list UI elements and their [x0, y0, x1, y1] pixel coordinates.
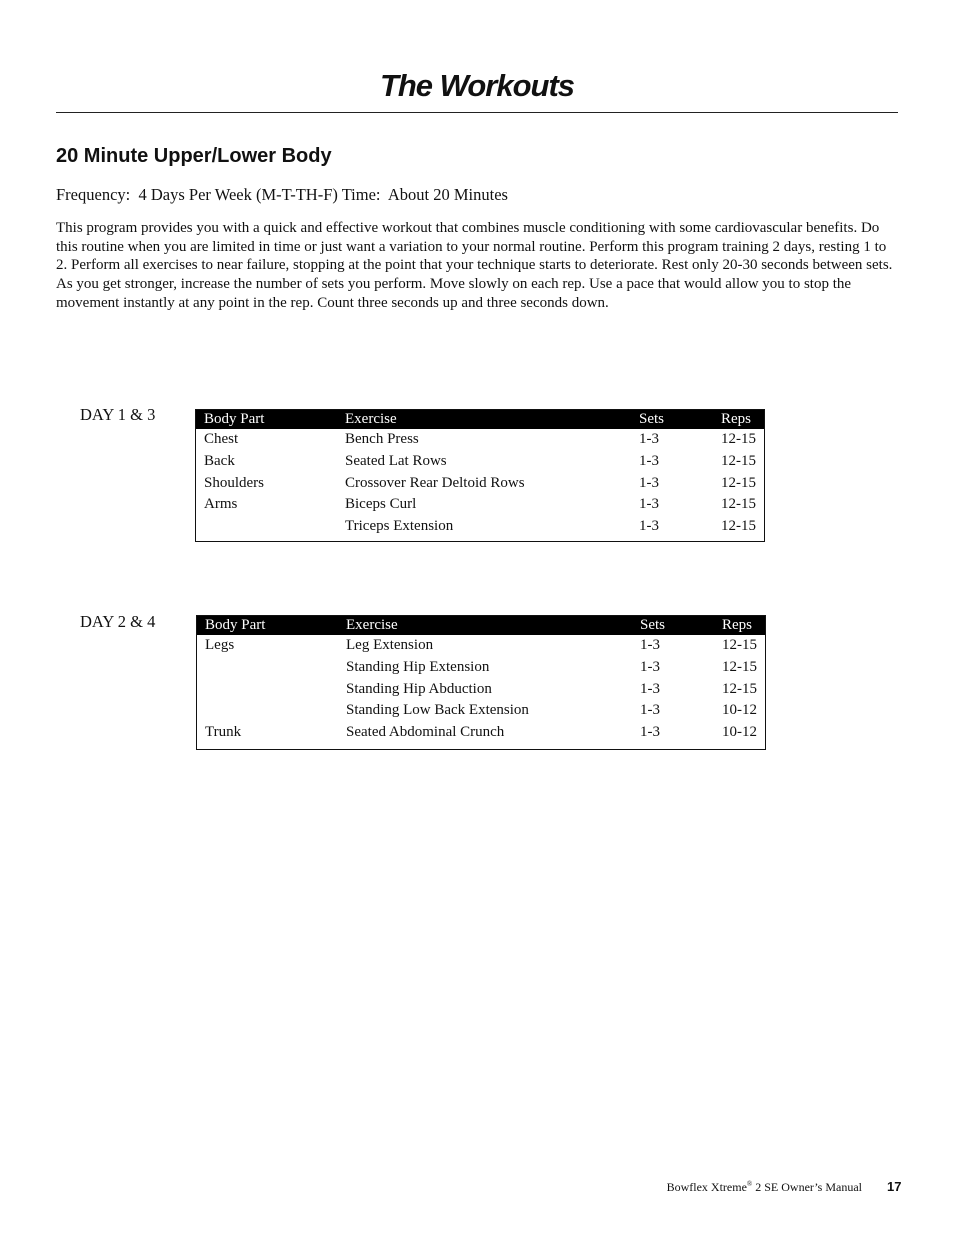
- table-row: [196, 451, 764, 473]
- row-exercise: Bench Press: [345, 431, 419, 447]
- footer-manual-title: [667, 1180, 862, 1195]
- table-row: [196, 494, 764, 516]
- day-label-1-3: DAY 1 & 3: [80, 405, 156, 424]
- row-sets: 1-3: [640, 658, 660, 675]
- header-exercise: Exercise: [346, 617, 398, 633]
- table-row: [197, 635, 765, 657]
- workout-table-day-2-4: [196, 615, 766, 750]
- table-header: [197, 616, 765, 635]
- table-row: [197, 722, 765, 744]
- row-body-part: Shoulders: [204, 474, 264, 491]
- row-body-part: Arms: [204, 496, 238, 513]
- table-row: [196, 429, 764, 451]
- row-body-part: Chest: [204, 431, 239, 447]
- row-sets: 1-3: [639, 474, 659, 491]
- day-label-2-4: DAY 2 & 4: [80, 612, 156, 631]
- table-header: [196, 410, 764, 429]
- table-row: [197, 700, 765, 722]
- row-reps: 12-15: [722, 637, 757, 653]
- header-reps: Reps: [721, 411, 751, 427]
- row-sets: 1-3: [640, 702, 660, 719]
- row-exercise: Seated Lat Rows: [345, 452, 447, 469]
- table-row: [197, 679, 765, 701]
- row-reps: 12-15: [722, 658, 757, 675]
- table-row: [197, 657, 765, 679]
- row-exercise: Biceps Curl: [345, 496, 417, 513]
- header-body-part: Body Part: [205, 617, 266, 633]
- row-sets: 1-3: [639, 431, 659, 447]
- table-row: [196, 473, 764, 495]
- intro-paragraph: This program provides you with a quick and effective workout that combines muscle conditioning with some cardiovascular benefits. Do this routine when you are limited in time or just want a variation to your normal routine. Perform this program training 2 days, resting 1 to 2. Perform all exercises to near failure, stopping at the point that your technique starts to deteriorate. Rest only 20-30 seconds between sets. As you get stronger, increase the number of sets you perform. Move slowly on each rep. Use a pace that would allow you to stop the movement instantly at any point in the rep. Count three seconds up and three seconds down.: [56, 220, 893, 311]
- row-reps: 12-15: [721, 518, 756, 535]
- row-reps: 10-12: [722, 724, 757, 741]
- row-sets: 1-3: [639, 496, 659, 513]
- row-body-part: Legs: [205, 637, 235, 653]
- row-reps: 12-15: [722, 680, 757, 697]
- row-sets: 1-3: [639, 452, 659, 469]
- page-number: 17: [887, 1179, 902, 1194]
- page-title: The Workouts: [379, 68, 575, 103]
- row-exercise: Crossover Rear Deltoid Rows: [345, 474, 525, 491]
- header-exercise: Exercise: [345, 411, 397, 427]
- row-reps: 12-15: [721, 496, 756, 513]
- row-body-part: Back: [204, 452, 235, 469]
- row-reps: 12-15: [721, 474, 756, 491]
- section-heading: 20 Minute Upper/Lower Body: [56, 145, 332, 167]
- header-sets: Sets: [639, 411, 665, 427]
- frequency-line: Frequency: 4 Days Per Week (M-T-TH-F) Time: About 20 Minutes: [56, 185, 508, 204]
- row-sets: 1-3: [640, 637, 660, 653]
- footer-manual-suffix: 2 SE Owner’s Manual: [752, 1180, 862, 1194]
- header-reps: Reps: [722, 617, 752, 633]
- registered-mark: ®: [746, 1180, 753, 1188]
- header-sets: Sets: [640, 617, 666, 633]
- row-body-part: Trunk: [205, 724, 242, 741]
- row-reps: 12-15: [721, 452, 756, 469]
- row-reps: 10-12: [722, 702, 757, 719]
- header-body-part: Body Part: [204, 411, 265, 427]
- footer-manual-name: Bowflex Xtreme: [666, 1180, 747, 1194]
- row-exercise: Leg Extension: [346, 637, 434, 653]
- row-exercise: Standing Low Back Extension: [346, 702, 529, 719]
- row-exercise: Triceps Extension: [345, 518, 454, 535]
- row-sets: 1-3: [639, 518, 659, 535]
- row-sets: 1-3: [640, 724, 660, 741]
- row-reps: 12-15: [721, 431, 756, 447]
- row-sets: 1-3: [640, 680, 660, 697]
- row-exercise: Standing Hip Abduction: [346, 680, 492, 697]
- table-row: [196, 516, 764, 538]
- workout-table-day-1-3: [195, 409, 765, 542]
- row-exercise: Standing Hip Extension: [346, 658, 490, 675]
- row-exercise: Seated Abdominal Crunch: [346, 724, 505, 741]
- title-divider: [56, 112, 898, 113]
